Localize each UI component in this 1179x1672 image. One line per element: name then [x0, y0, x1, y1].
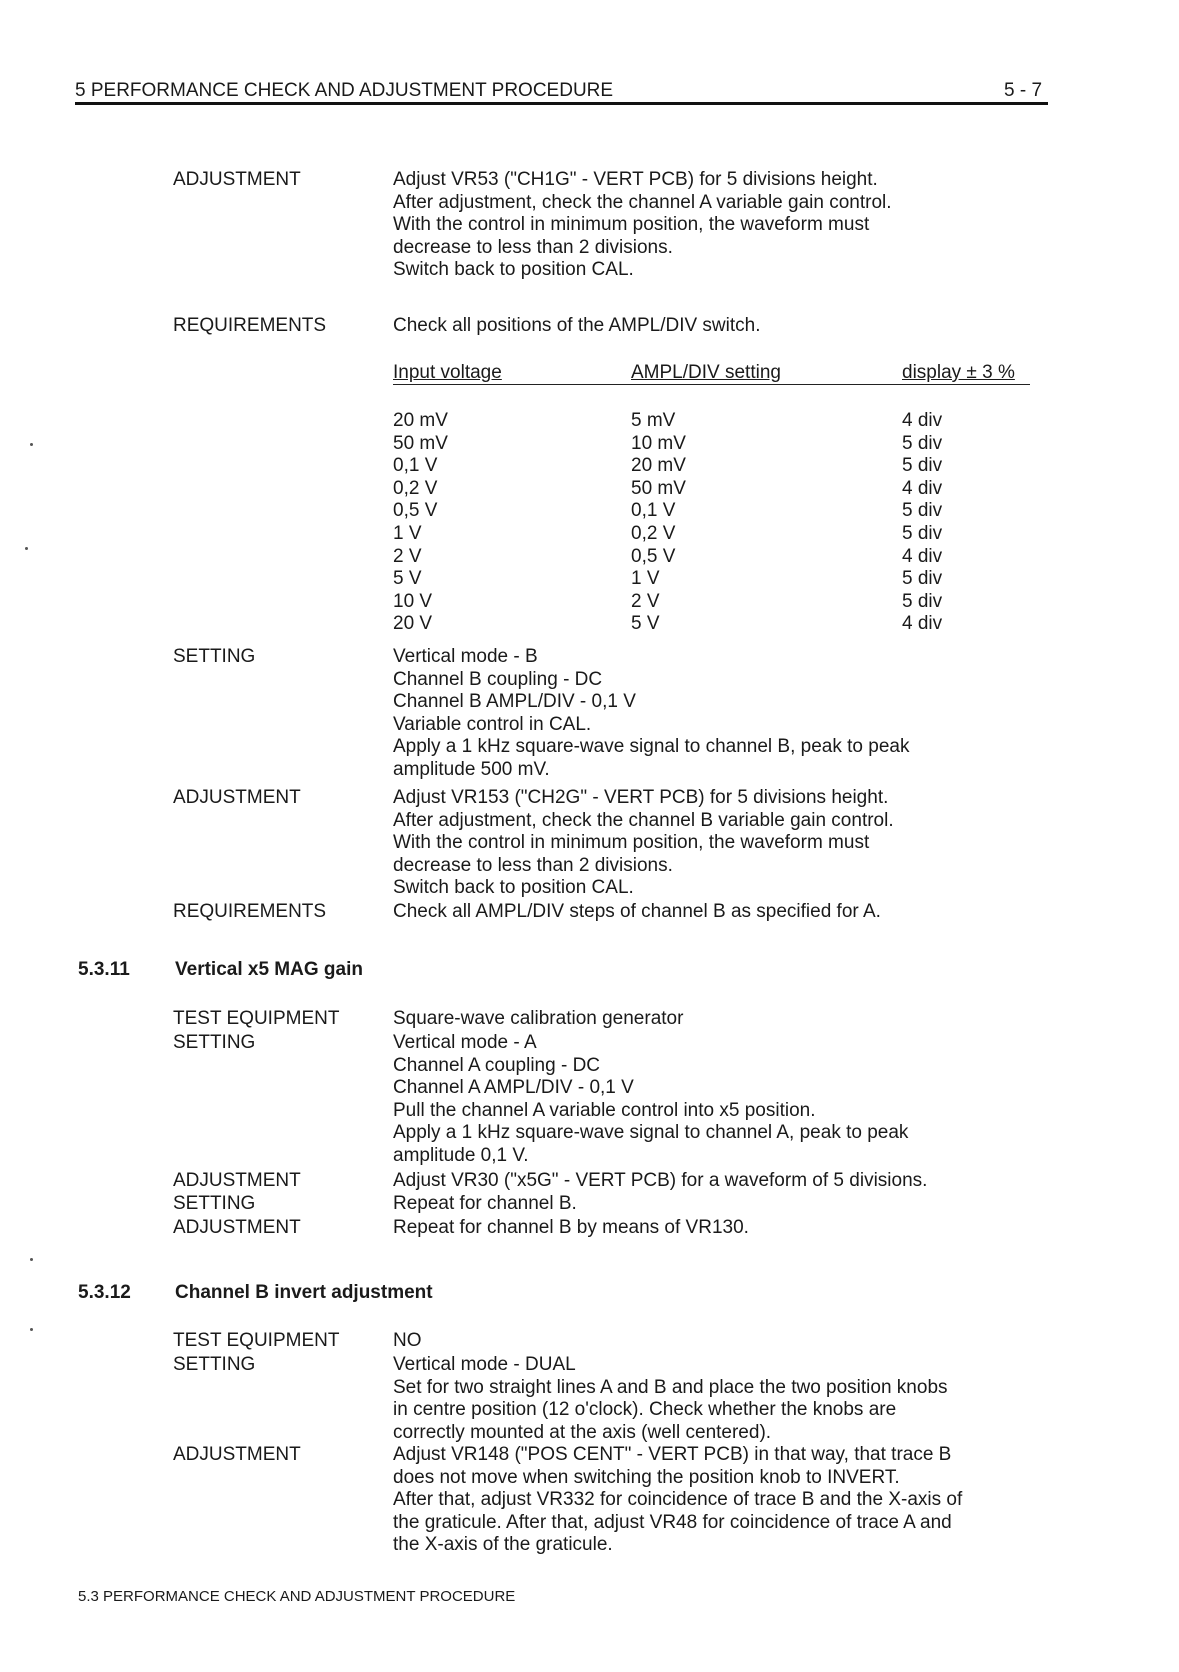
setting-label: SETTING: [173, 1354, 256, 1375]
table-cell: 4 div: [902, 410, 943, 431]
table-cell: 4 div: [902, 477, 943, 499]
table-cell: 50 mV: [393, 432, 448, 454]
table-cell: 50 mV: [631, 477, 686, 499]
adjustment-text: Adjust VR30 ("x5G" - VERT PCB) for a waveform of 5 divisions.: [393, 1170, 928, 1191]
adjustment-label: ADJUSTMENT: [173, 169, 301, 190]
page-footer: 5.3 PERFORMANCE CHECK AND ADJUSTMENT PROCEDURE: [78, 1588, 516, 1605]
table-header-underline: [393, 384, 1030, 385]
table-cell: 0,2 V: [393, 477, 438, 499]
table-cell: 10 mV: [631, 432, 686, 454]
requirements-text: Check all AMPL/DIV steps of channel B as specified for A.: [393, 901, 881, 922]
table-header-display: display ± 3 %: [902, 362, 1015, 383]
test-equipment-text: NO: [393, 1330, 422, 1351]
section-number: 5.3.12: [78, 1282, 131, 1303]
scan-speck: [30, 1328, 33, 1331]
adjustment-label: ADJUSTMENT: [173, 1217, 301, 1238]
adjustment-label: ADJUSTMENT: [173, 1170, 301, 1191]
setting-text: Vertical mode - DUAL Set for two straight lines A and B and place the two position knobs in centre position (12 o'clock). Check whether the knobs are correctly mounted at the axis (well centered).: [393, 1354, 948, 1443]
table-cell: 5 V: [631, 613, 660, 635]
setting-text: Repeat for channel B.: [393, 1193, 577, 1214]
page-number: 5 - 7: [1004, 80, 1043, 101]
test-equipment-label: TEST EQUIPMENT: [173, 1008, 340, 1029]
table-cell: 0,2 V: [631, 522, 676, 544]
table-cell: 20 V: [393, 613, 433, 635]
table-cell: 0,1 V: [393, 455, 438, 477]
adjustment-text: Repeat for channel B by means of VR130.: [393, 1217, 749, 1238]
table-cell: 1 V: [631, 568, 660, 590]
adjustment-text: Adjust VR53 ("CH1G" - VERT PCB) for 5 divisions height. After adjustment, check the channel A variable gain control. With the control in minimum position, the waveform must decrease to less than 2 divisions. Switch back to position CAL.: [393, 169, 892, 281]
scan-speck: [25, 547, 28, 550]
table-cell: 1 V: [393, 522, 422, 544]
table-cell: 5 div: [902, 432, 943, 454]
table-cell: 0,5 V: [631, 545, 676, 567]
table-cell: 5 mV: [631, 410, 676, 431]
setting-label: SETTING: [173, 646, 256, 667]
table-col-ampl: [631, 410, 686, 636]
table-cell: 2 V: [393, 545, 422, 567]
table-cell: 0,1 V: [631, 500, 676, 522]
section-title: Channel B invert adjustment: [175, 1282, 433, 1303]
requirements-label: REQUIREMENTS: [173, 901, 327, 922]
setting-label: SETTING: [173, 1032, 256, 1053]
setting-label: SETTING: [173, 1193, 256, 1214]
adjustment-label: ADJUSTMENT: [173, 1444, 301, 1465]
setting-text: Vertical mode - A Channel A coupling - DC Channel A AMPL/DIV - 0,1 V Pull the channel A variable control into x5 position. Apply a 1 kHz square-wave signal to channel A, peak to peak amplitude 0,1 V.: [393, 1032, 909, 1166]
setting-text: Vertical mode - B Channel B coupling - DC Channel B AMPL/DIV - 0,1 V Variable control in CAL. Apply a 1 kHz square-wave signal to channel B, peak to peak amplitude 500 mV.: [393, 646, 910, 780]
requirements-text: Check all positions of the AMPL/DIV switch.: [393, 315, 761, 336]
scan-speck: [30, 1258, 33, 1261]
table-cell: 5 div: [902, 455, 943, 477]
scan-speck: [30, 443, 33, 446]
table-cell: 5 div: [902, 500, 943, 522]
adjustment-text: Adjust VR153 ("CH2G" - VERT PCB) for 5 divisions height. After adjustment, check the channel B variable gain control. With the control in minimum position, the waveform must decrease to less than 2 divisions. Switch back to position CAL.: [393, 787, 894, 899]
header-rule: [75, 102, 1048, 105]
table-col-display: [902, 410, 942, 636]
section-title: Vertical x5 MAG gain: [175, 959, 363, 980]
table-cell: 4 div: [902, 613, 943, 635]
table-header-ampl-div: AMPL/DIV setting: [631, 362, 781, 383]
page-header-title: 5 PERFORMANCE CHECK AND ADJUSTMENT PROCEDURE: [75, 80, 614, 101]
test-equipment-label: TEST EQUIPMENT: [173, 1330, 340, 1351]
table-cell: 5 div: [902, 522, 943, 544]
table-header-input-voltage: Input voltage: [393, 362, 502, 383]
table-cell: 2 V: [631, 590, 660, 612]
adjustment-text: Adjust VR148 ("POS CENT" - VERT PCB) in that way, that trace B does not move when switching the position knob to INVERT. After that, adjust VR332 for coincidence of trace B and the X-axis of the graticule. After that, adjust VR48 for coincidence of trace A and the X-axis of the graticule.: [393, 1444, 963, 1556]
table-cell: 4 div: [902, 545, 943, 567]
requirements-label: REQUIREMENTS: [173, 315, 327, 336]
table-cell: 0,5 V: [393, 500, 438, 522]
table-cell: 5 div: [902, 590, 943, 612]
section-number: 5.3.11: [78, 959, 130, 980]
table-cell: 20 mV: [393, 410, 448, 431]
table-cell: 20 mV: [631, 455, 686, 477]
adjustment-label: ADJUSTMENT: [173, 787, 301, 808]
test-equipment-text: Square-wave calibration generator: [393, 1008, 684, 1029]
table-cell: 5 V: [393, 568, 422, 590]
table-cell: 5 div: [902, 568, 943, 590]
table-col-input: [393, 410, 448, 636]
table-cell: 10 V: [393, 590, 433, 612]
